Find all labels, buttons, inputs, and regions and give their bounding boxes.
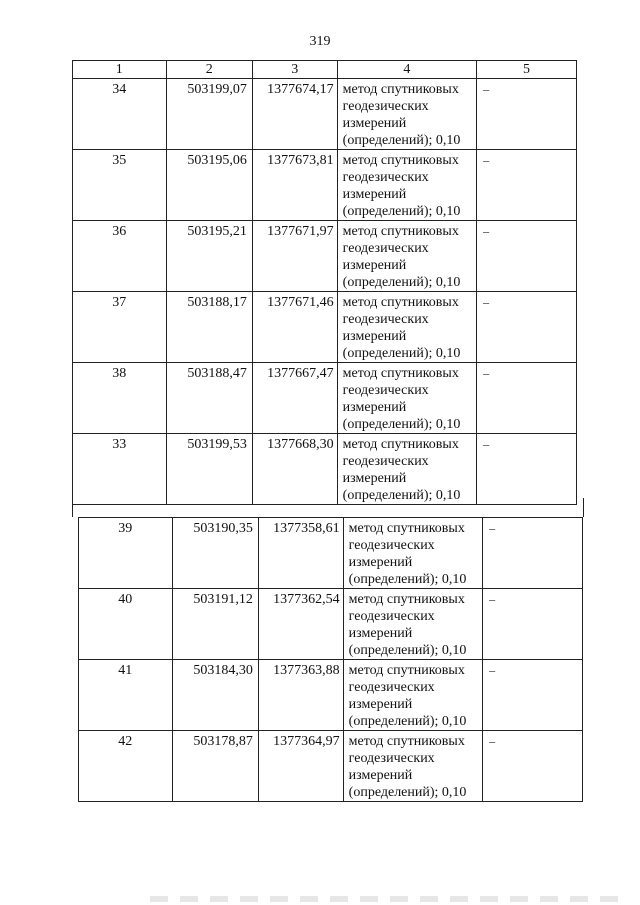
point-number-cell: 40 [79,589,173,660]
method-line: геодезических [342,99,429,114]
method-line: измерений [342,329,407,344]
point-number-cell: 36 [73,221,167,292]
method-line: метод спутниковых [342,82,459,97]
table-row [79,589,583,660]
table-row [79,518,583,589]
scan-artifact [150,896,620,902]
note-dash: – [483,437,490,451]
header-cell: 4 [337,61,476,79]
x-coordinate-cell: 503190,35 [172,518,258,589]
header-cell: 2 [166,61,252,79]
x-coordinate-cell: 503188,17 [166,292,252,363]
y-coordinate-cell: 1377674,17 [252,79,337,150]
x-coordinate-cell: 503188,47 [166,363,252,434]
point-number-cell: 37 [73,292,167,363]
note-dash: – [489,592,496,606]
method-line: измерений [348,626,413,641]
point-number-cell: 35 [73,150,167,221]
x-coordinate-cell: 503184,30 [172,660,258,731]
method-cell [337,79,476,150]
method-line: измерений [342,471,407,486]
method-line: геодезических [342,170,429,185]
method-line: измерений [342,258,407,273]
method-line: (определений); 0,10 [348,643,467,658]
note-dash: – [483,295,490,309]
method-cell [343,731,482,802]
method-line: геодезических [342,454,429,469]
method-line: метод спутниковых [342,366,459,381]
point-number-cell: 39 [79,518,173,589]
method-line: измерений [342,116,407,131]
method-line: измерений [348,697,413,712]
y-coordinate-cell: 1377671,46 [252,292,337,363]
point-number-cell: 41 [79,660,173,731]
table-row [73,292,577,363]
table-row [73,79,577,150]
method-cell [337,150,476,221]
method-line: (определений); 0,10 [348,572,467,587]
note-cell [477,79,577,150]
method-line: метод спутниковых [348,592,465,607]
method-line: геодезических [342,312,429,327]
method-line: измерений [342,187,407,202]
method-cell [337,221,476,292]
x-coordinate-cell: 503191,12 [172,589,258,660]
y-coordinate-cell: 1377364,97 [258,731,343,802]
header-cell: 3 [252,61,337,79]
note-cell [483,731,583,802]
point-number-cell: 38 [73,363,167,434]
x-coordinate-cell: 503199,53 [166,434,252,505]
method-cell [337,292,476,363]
method-line: (определений); 0,10 [342,488,461,503]
point-number-cell: 34 [73,79,167,150]
header-cell: 5 [477,61,577,79]
y-coordinate-cell: 1377358,61 [258,518,343,589]
method-line: метод спутниковых [342,153,459,168]
method-line: метод спутниковых [348,663,465,678]
y-coordinate-cell: 1377362,54 [258,589,343,660]
note-dash: – [483,366,490,380]
separator-border-left [72,498,73,517]
coordinates-table-part-2 [78,517,583,802]
method-line: измерений [342,400,407,415]
method-line: (определений); 0,10 [342,133,461,148]
point-number-cell: 33 [73,434,167,505]
method-line: (определений); 0,10 [342,346,461,361]
note-dash: – [489,663,496,677]
note-dash: – [483,82,490,96]
method-line: (определений); 0,10 [348,714,467,729]
x-coordinate-cell: 503195,06 [166,150,252,221]
y-coordinate-cell: 1377671,97 [252,221,337,292]
x-coordinate-cell: 503178,87 [172,731,258,802]
separator-border-right [583,498,584,517]
note-cell [477,434,577,505]
y-coordinate-cell: 1377673,81 [252,150,337,221]
table-row [79,731,583,802]
note-cell [477,150,577,221]
y-coordinate-cell: 1377363,88 [258,660,343,731]
y-coordinate-cell: 1377668,30 [252,434,337,505]
method-line: метод спутниковых [342,224,459,239]
method-cell [343,660,482,731]
method-line: измерений [348,555,413,570]
x-coordinate-cell: 503199,07 [166,79,252,150]
method-cell [337,434,476,505]
note-cell [483,660,583,731]
note-cell [477,292,577,363]
note-cell [477,221,577,292]
method-line: (определений); 0,10 [342,417,461,432]
y-coordinate-cell: 1377667,47 [252,363,337,434]
page-number: 319 [309,34,331,49]
note-cell [477,363,577,434]
method-line: (определений); 0,10 [348,785,467,800]
table-row [73,150,577,221]
method-cell [343,589,482,660]
method-line: геодезических [348,680,435,695]
method-line: измерений [348,768,413,783]
note-cell [483,589,583,660]
x-coordinate-cell: 503195,21 [166,221,252,292]
method-line: метод спутниковых [348,734,465,749]
method-line: геодезических [348,751,435,766]
table-row [73,221,577,292]
note-dash: – [489,521,496,535]
method-line: геодезических [348,538,435,553]
table-header-row [73,61,577,79]
table-row [73,434,577,505]
method-cell [337,363,476,434]
method-line: геодезических [342,241,429,256]
note-cell [483,518,583,589]
table-row [79,660,583,731]
method-line: геодезических [348,609,435,624]
method-line: геодезических [342,383,429,398]
method-line: (определений); 0,10 [342,275,461,290]
method-line: метод спутниковых [348,521,465,536]
note-dash: – [483,153,490,167]
method-line: метод спутниковых [342,295,459,310]
method-cell [343,518,482,589]
note-dash: – [483,224,490,238]
note-dash: – [489,734,496,748]
point-number-cell: 42 [79,731,173,802]
header-cell: 1 [73,61,167,79]
table-row [73,363,577,434]
method-line: метод спутниковых [342,437,459,452]
coordinates-table-part-1 [72,60,577,505]
method-line: (определений); 0,10 [342,204,461,219]
